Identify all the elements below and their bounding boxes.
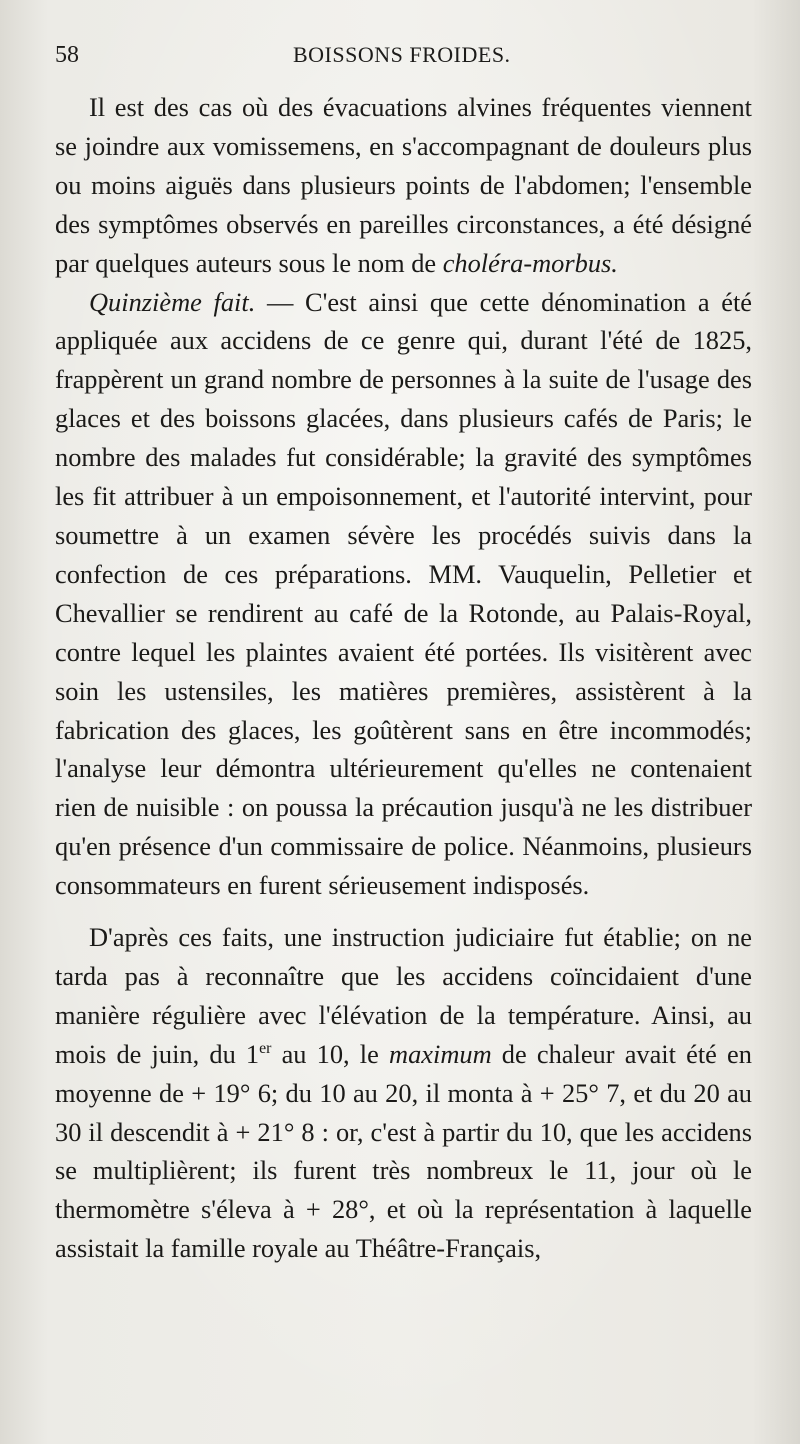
fact-heading: Quinzième fait.	[89, 286, 256, 317]
superscript: er	[259, 1039, 272, 1057]
italic-term: maximum	[389, 1038, 492, 1069]
paragraph	[55, 918, 752, 1268]
paragraph-text: de chaleur avait été en moyenne de + 19° 6; du 10 au 20, il monta à + 25° 7, et du 20 au 30 il descendit à + 21° 8 : or, c'est à partir du 10, que les accidens se multiplièrent; ils furent très nombreux le 11, jour où le thermomètre s'éleva à + 28°, et où la représentation à laquelle assistait la famille royale au Théâtre-Français,	[55, 1038, 752, 1264]
italic-term: choléra-morbus.	[442, 247, 618, 278]
paragraph	[55, 88, 752, 283]
paragraph-text: Il est des cas où des évacuations alvines fréquentes viennent se joindre aux vomissemens, en s'accompagnant de douleurs plus ou moins aiguës dans plusieurs points de l'abdomen; l'ensemble des symptômes observés en pareilles circonstances, a été désigné par quelques auteurs sous le nom de	[55, 92, 752, 278]
paragraph	[55, 283, 752, 906]
paragraph-text: au 10, le	[271, 1038, 390, 1069]
body-text	[55, 88, 752, 1268]
paragraph-text: — C'est ainsi que cette dénomination a été appliquée aux accidens de ce genre qui, durant l'été de 1825, frappèrent un grand nombre de personnes à la suite de l'usage des glaces et des boissons glacées, dans plusieurs cafés de Paris; le nombre des malades fut considérable; la gravité des symptômes les fit attribuer à un empoisonnement, et l'autorité intervint, pour soumettre à un examen sévère les procédés suivis dans la confection de ces préparations. MM. Vauquelin, Pelletier et Chevallier se rendirent au café de la Rotonde, au Palais-Royal, contre lequel les plaintes avaient été portées. Ils visitèrent avec soin les ustensiles, les matières premières, assistèrent à la fabrication des glaces, les goûtèrent sans en être incommodés; l'analyse leur démontra ultérieurement qu'elles ne contenaient rien de nuisible : on poussa la précaution jusqu'à ne les distribuer qu'en présence d'un commissaire de police. Néanmoins, plusieurs consommateurs en furent sérieusement indisposés.	[55, 286, 752, 901]
page-number: 58	[55, 42, 79, 68]
paragraph-text: D'après ces faits, une instruction judiciaire fut établie; on ne tarda pas à reconnaître que les accidens coïncidaient d'une manière régulière avec l'élévation de la température. Ainsi, au mois de juin, du 1	[55, 922, 752, 1069]
page-header	[55, 40, 752, 80]
running-head: BOISSONS FROIDES.	[293, 42, 511, 67]
